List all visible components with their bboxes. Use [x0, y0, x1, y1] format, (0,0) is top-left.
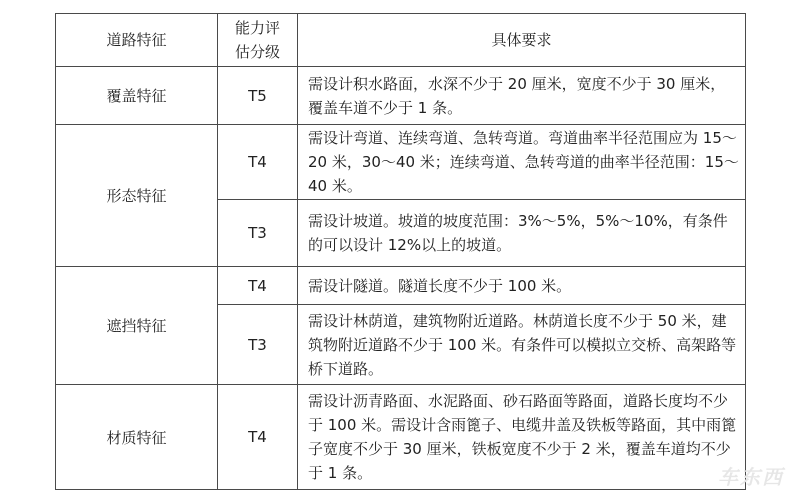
- header-level: [218, 14, 298, 67]
- table-row: [56, 385, 746, 490]
- level-cell: T5: [218, 67, 298, 125]
- level-cell: T4: [218, 267, 298, 305]
- level-cell: T4: [218, 385, 298, 490]
- header-requirement: 具体要求: [298, 14, 746, 67]
- requirements-table: [55, 13, 746, 490]
- table-row: [56, 267, 746, 305]
- header-level-line2: 估分级: [234, 43, 280, 61]
- feature-cell: 形态特征: [56, 125, 218, 267]
- header-feature: 道路特征: [56, 14, 218, 67]
- table-row: [56, 67, 746, 125]
- watermark-logo: 车东西: [718, 465, 784, 489]
- requirement-cell: 需设计弯道、连续弯道、急转弯道。弯道曲率半径范围应为 15～20 米，30～40 米；连续弯道、急转弯道的曲率半径范围：15～40 米。: [298, 125, 746, 200]
- requirement-cell: 需设计积水路面，水深不少于 20 厘米，宽度不少于 30 厘米，覆盖车道不少于 1 条。: [298, 67, 746, 125]
- requirement-cell: 需设计隧道。隧道长度不少于 100 米。: [298, 267, 746, 305]
- requirement-cell: 需设计坡道。坡道的坡度范围：3%～5%，5%～10%，有条件的可以设计 12%以上的坡道。: [298, 200, 746, 267]
- feature-cell: 材质特征: [56, 385, 218, 490]
- table-row: [56, 125, 746, 200]
- requirement-cell: 需设计沥青路面、水泥路面、砂石路面等路面，道路长度均不少于 100 米。需设计含雨篦子、电缆井盖及铁板等路面，其中雨篦子宽度不少于 30 厘米，铁板宽度不少于 2 米，覆盖车道均不少于 1 条。: [298, 385, 746, 490]
- level-cell: T4: [218, 125, 298, 200]
- level-cell: T3: [218, 200, 298, 267]
- header-level-line1: 能力评: [234, 19, 280, 37]
- level-cell: T3: [218, 305, 298, 385]
- requirement-cell: 需设计林荫道，建筑物附近道路。林荫道长度不少于 50 米，建筑物附近道路不少于 100 米。有条件可以模拟立交桥、高架路等桥下道路。: [298, 305, 746, 385]
- feature-cell: 覆盖特征: [56, 67, 218, 125]
- feature-cell: 遮挡特征: [56, 267, 218, 385]
- header-row: [56, 14, 746, 67]
